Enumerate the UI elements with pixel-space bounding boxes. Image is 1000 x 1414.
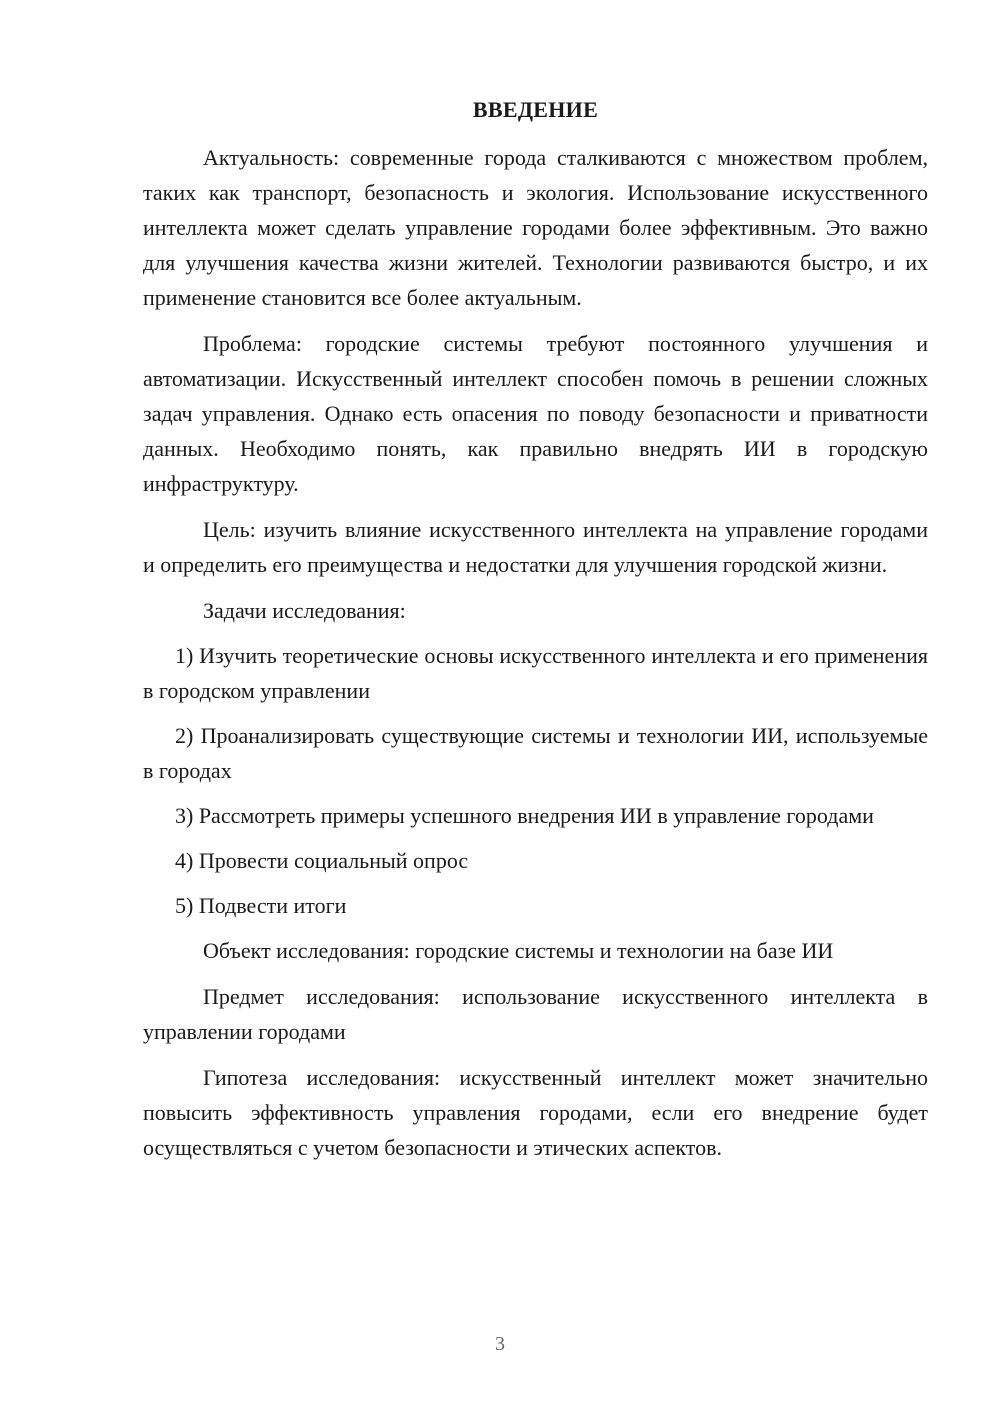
section-title: ВВЕДЕНИЕ [472,97,599,122]
task-item-5: 5) Подвести итоги [175,893,347,918]
hypothesis-paragraph: Гипотеза исследования: искусственный интеллект может значительно повысить эффективность управления городами, если его внедрение будет осуществляться с учетом безопасности и этических аспектов. [143,1065,928,1160]
page-number: 3 [495,1333,505,1355]
task-item-1: 1) Изучить теоретические основы искусственного интеллекта и его применения в городском управлении [143,643,928,703]
task-item-3: 3) Рассмотреть примеры успешного внедрения ИИ в управление городами [175,803,874,828]
goal-paragraph: Цель: изучить влияние искусственного интеллекта на управление городами и определить его преимущества и недостатки для улучшения городской жизни. [143,517,928,577]
problem-paragraph: Проблема: городские системы требуют постоянного улучшения и автоматизации. Искусственный интеллект способен помочь в решении сложных задач управления. Однако есть опасения по поводу безопасности и приватности данных. Необходимо понять, как правильно внедрять ИИ в городскую инфраструктуру. [143,331,928,496]
object-paragraph: Объект исследования: городские системы и технологии на базе ИИ [203,938,834,963]
task-item-4: 4) Провести социальный опрос [175,848,469,873]
document-page [143,92,928,1176]
relevance-paragraph: Актуальность: современные города сталкиваются с множеством проблем, таких как транспорт, безопасность и экология. Использование искусственного интеллекта может сделать управление городами более эффективным. Это важно для улучшения качества жизни жителей. Технологии развиваются быстро, и их применение становится все более актуальным. [143,145,928,310]
tasks-heading: Задачи исследования: [203,598,406,623]
subject-paragraph: Предмет исследования: использование искусственного интеллекта в управлении городами [143,984,928,1044]
task-item-2: 2) Проанализировать существующие системы и технологии ИИ, используемые в городах [143,723,928,783]
